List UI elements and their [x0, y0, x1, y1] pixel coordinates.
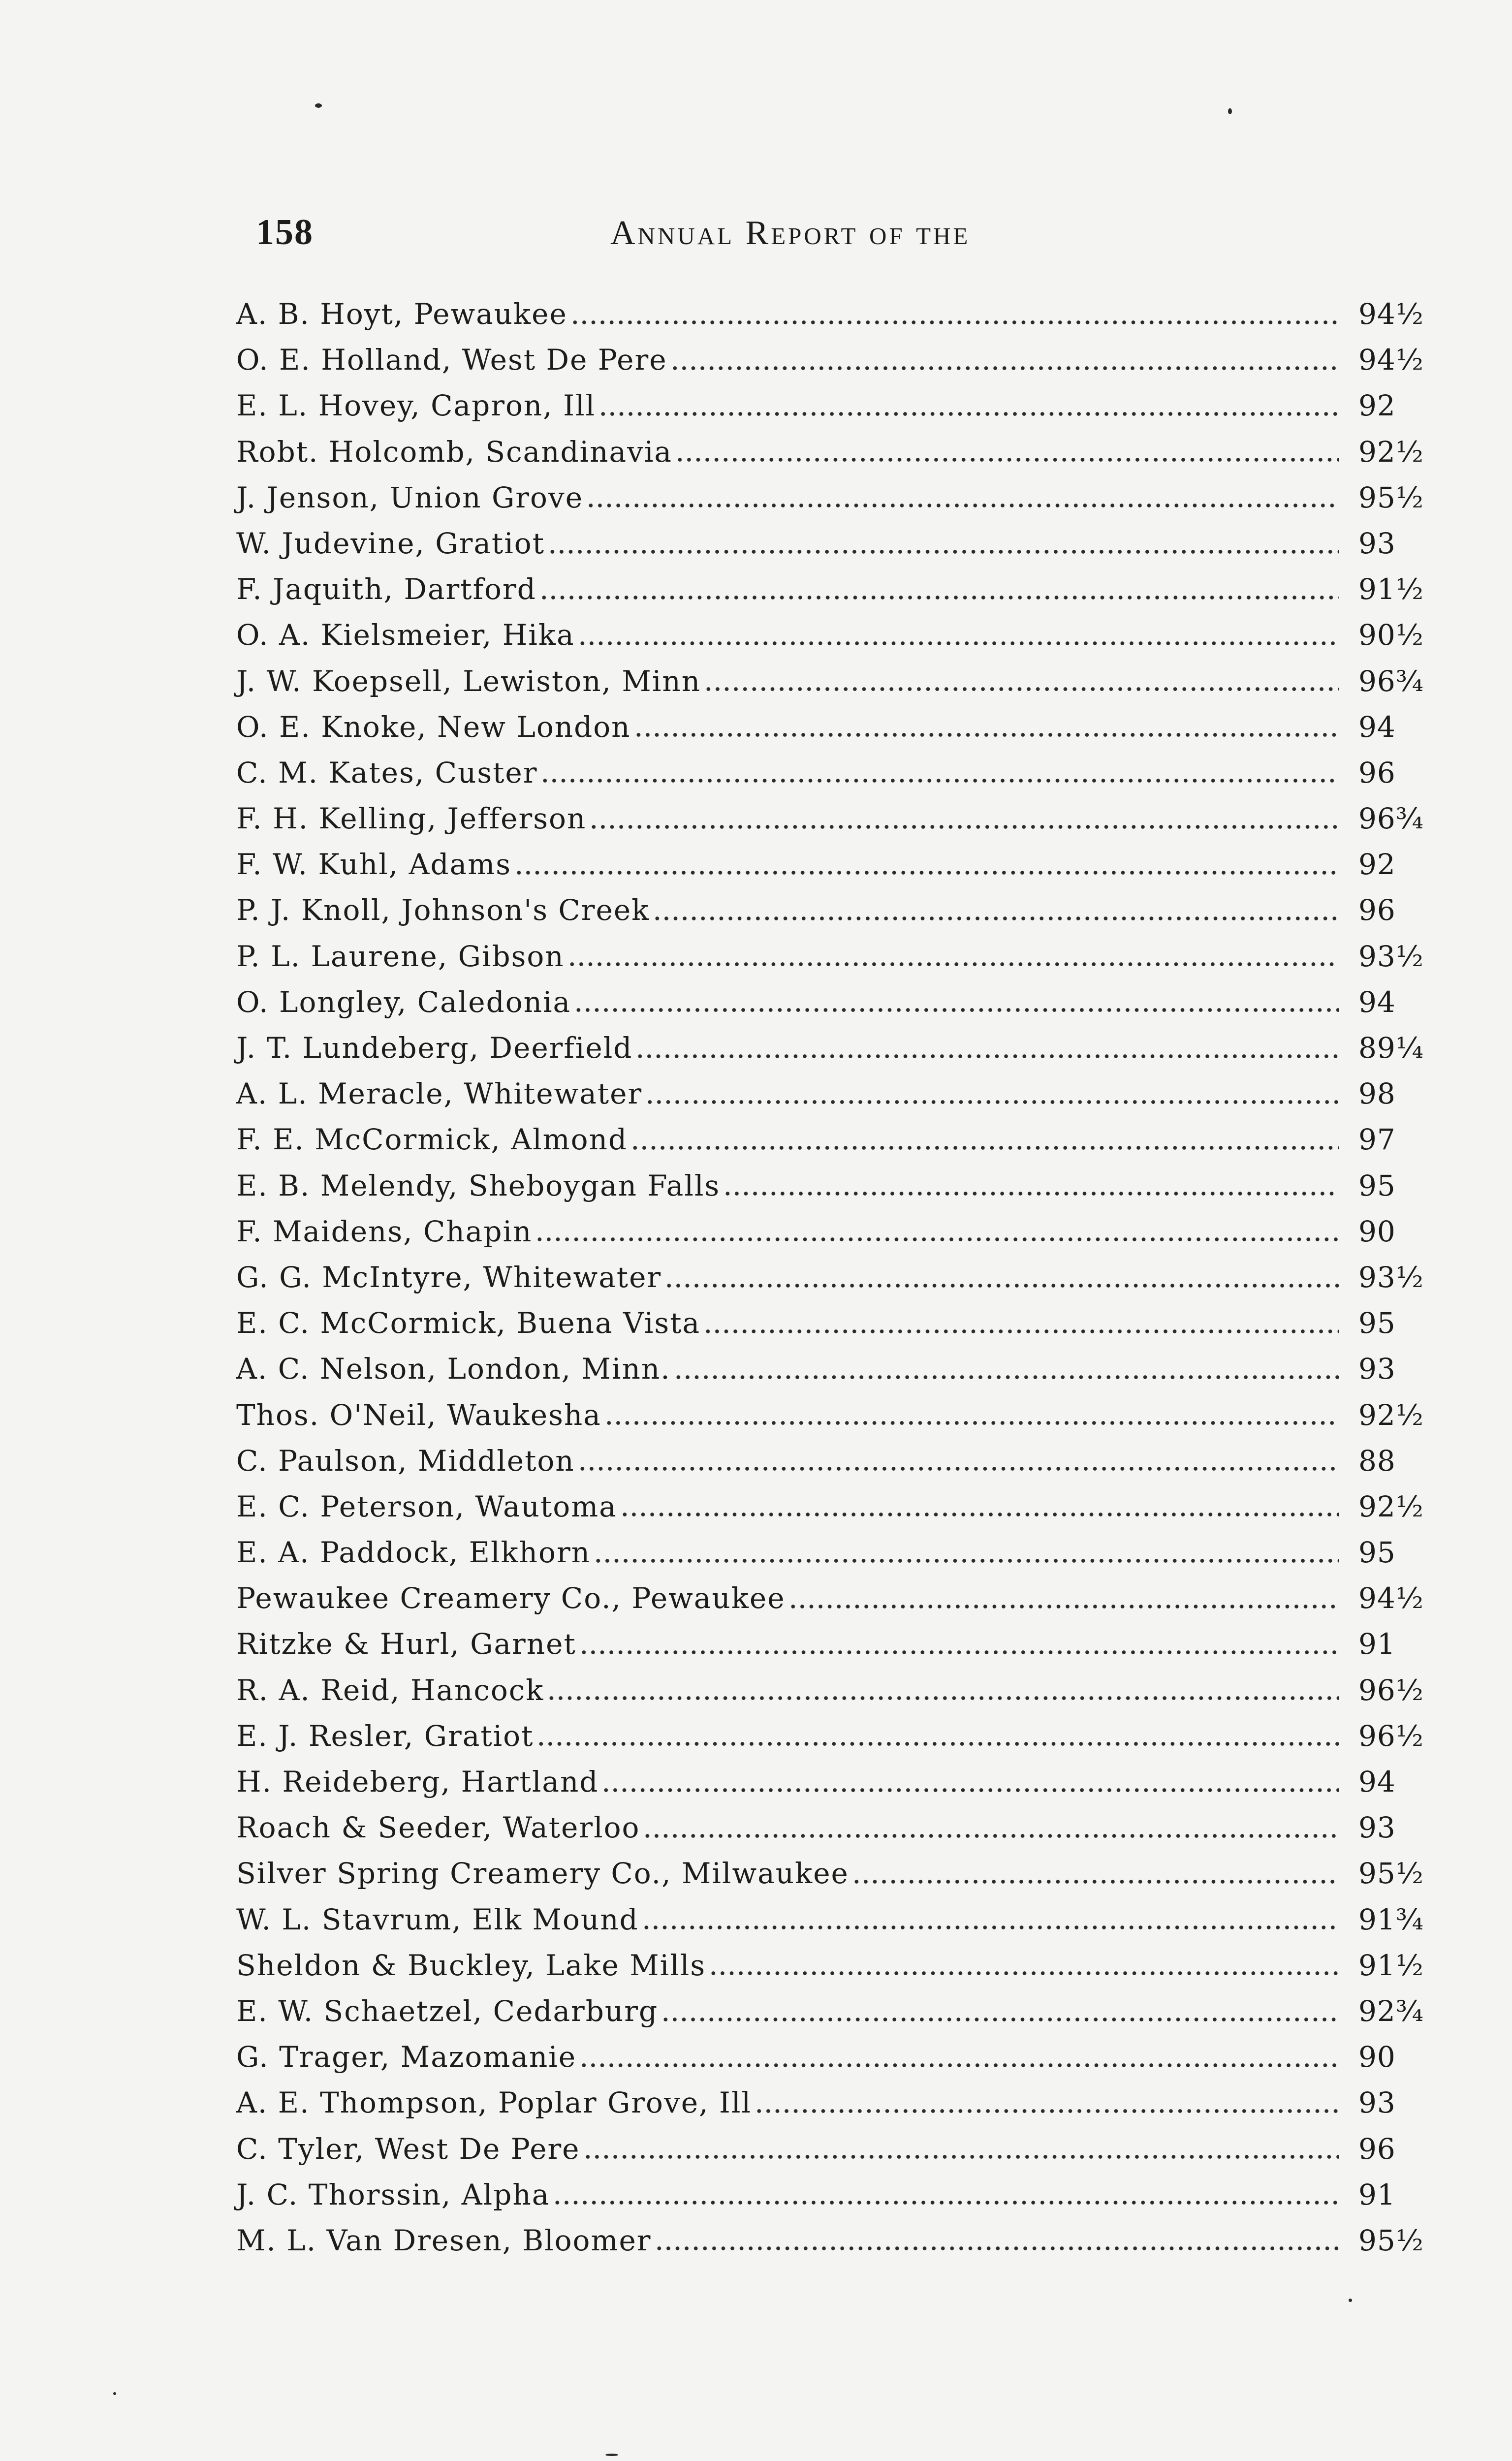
dot-leader [723, 1191, 1339, 1197]
entry-name: Sheldon & Buckley, Lake Mills [236, 1948, 706, 1982]
entry-score: 95½ [1358, 1857, 1424, 1891]
dot-leader [630, 1145, 1339, 1151]
entry-name: J. W. Koepsell, Lewiston, Minn [236, 664, 701, 698]
dot-leader [709, 1970, 1339, 1976]
list-item [236, 887, 1427, 933]
dot-leader [645, 1099, 1339, 1105]
entry-score: 92 [1358, 848, 1396, 882]
dot-leader [540, 778, 1339, 784]
entry-score: 93 [1358, 526, 1396, 560]
list-item [236, 1484, 1427, 1530]
dot-leader [604, 1420, 1339, 1426]
dot-leader [598, 411, 1339, 417]
entry-score: 95 [1358, 1536, 1396, 1570]
entry-score: 92½ [1358, 435, 1424, 469]
entry-name: A. C. Nelson, London, Minn. [236, 1352, 671, 1386]
dot-leader [547, 1695, 1339, 1701]
entry-score: 96½ [1358, 1673, 1424, 1707]
list-item [236, 429, 1427, 475]
entry-score: 96 [1358, 2132, 1396, 2166]
list-item [236, 934, 1427, 979]
list-item [236, 1851, 1427, 1896]
list-item [236, 2172, 1427, 2218]
dot-leader [634, 732, 1339, 738]
dot-leader [583, 2154, 1339, 2160]
list-item [236, 2034, 1427, 2080]
dot-leader [570, 319, 1339, 325]
page-header [256, 207, 1102, 271]
dot-leader [586, 503, 1339, 508]
entry-name: Silver Spring Creamery Co., Milwaukee [236, 1857, 849, 1891]
list-item [236, 1071, 1427, 1117]
entry-score: 93 [1358, 1352, 1396, 1386]
list-item [236, 337, 1427, 383]
entry-name: W. Judevine, Gratiot [236, 526, 545, 560]
list-item [236, 2218, 1427, 2264]
entry-score: 96½ [1358, 1719, 1424, 1753]
entry-score: 92½ [1358, 1489, 1424, 1523]
list-item [236, 1988, 1427, 2034]
list-item [236, 750, 1427, 796]
dot-leader [755, 2108, 1339, 2114]
entry-score: 94½ [1358, 1581, 1424, 1615]
list-item [236, 1621, 1427, 1667]
entry-name: J. Jenson, Union Grove [236, 480, 584, 514]
entry-score: 89¼ [1358, 1031, 1424, 1065]
entry-name: O. E. Holland, West De Pere [236, 343, 667, 377]
entry-score: 90 [1358, 2040, 1396, 2074]
page-number: 158 [256, 212, 314, 252]
entry-score: 93 [1358, 1811, 1396, 1845]
dot-leader [642, 1925, 1339, 1930]
entry-name: W. L. Stavrum, Elk Mound [236, 1902, 639, 1936]
dot-leader [852, 1879, 1339, 1885]
scores-list [236, 291, 1427, 2264]
entry-score: 90½ [1358, 618, 1424, 652]
entry-score: 91 [1358, 2177, 1396, 2211]
entry-name: Ritzke & Hurl, Garnet [236, 1627, 576, 1661]
entry-name: F. W. Kuhl, Adams [236, 848, 511, 882]
dot-leader [574, 1007, 1339, 1013]
entry-score: 93½ [1358, 1260, 1424, 1294]
dot-leader [589, 824, 1339, 830]
speck [315, 103, 322, 108]
dot-leader [553, 2200, 1339, 2206]
list-item [236, 979, 1427, 1025]
speck [1349, 2299, 1352, 2302]
list-item [236, 1943, 1427, 1988]
list-item [236, 1209, 1427, 1255]
list-item [236, 1392, 1427, 1438]
dot-leader [643, 1833, 1339, 1839]
entry-score: 95 [1358, 1168, 1396, 1202]
entry-name: Pewaukee Creamery Co., Pewaukee [236, 1581, 786, 1615]
list-item [236, 1805, 1427, 1851]
dot-leader [635, 1053, 1339, 1059]
entry-score: 94 [1358, 985, 1396, 1019]
entry-name: E. L. Hovey, Capron, Ill [236, 389, 596, 423]
dot-leader [704, 686, 1339, 692]
dot-leader [675, 457, 1339, 463]
entry-score: 92¾ [1358, 1994, 1424, 2028]
dot-leader [674, 1374, 1339, 1380]
dot-leader [788, 1604, 1339, 1609]
dot-leader [567, 961, 1339, 967]
entry-score: 94 [1358, 710, 1396, 744]
speck [1228, 108, 1232, 114]
entry-score: 96 [1358, 893, 1396, 927]
list-item [236, 1530, 1427, 1576]
entry-name: G. Trager, Mazomanie [236, 2040, 577, 2074]
dot-leader [601, 1787, 1339, 1793]
dot-leader [703, 1328, 1339, 1334]
entry-name: J. T. Lundeberg, Deerfield [236, 1031, 633, 1065]
list-item [236, 1576, 1427, 1621]
entry-score: 98 [1358, 1077, 1396, 1111]
entry-score: 91½ [1358, 1948, 1424, 1982]
entry-score: 94 [1358, 1765, 1396, 1798]
entry-score: 91½ [1358, 572, 1424, 606]
dot-leader [514, 870, 1339, 876]
entry-score: 96¾ [1358, 664, 1424, 698]
dot-leader [548, 549, 1339, 555]
list-item [236, 796, 1427, 842]
list-item [236, 1897, 1427, 1943]
entry-name: E. W. Schaetzel, Cedarburg [236, 1994, 659, 2028]
list-item [236, 1438, 1427, 1484]
list-item [236, 1300, 1427, 1346]
speck [113, 2392, 116, 2395]
entry-score: 93½ [1358, 939, 1424, 973]
list-item [236, 1759, 1427, 1805]
dot-leader [661, 2017, 1339, 2022]
entry-score: 90 [1358, 1214, 1396, 1248]
entry-name: O. E. Knoke, New London [236, 710, 631, 744]
entry-name: E. J. Resler, Gratiot [236, 1719, 534, 1753]
entry-name: P. J. Knoll, Johnson's Creek [236, 893, 650, 927]
list-item [236, 2126, 1427, 2172]
list-item [236, 383, 1427, 429]
dot-leader [535, 1236, 1339, 1242]
entry-name: A. L. Meracle, Whitewater [236, 1077, 643, 1111]
dot-leader [578, 640, 1339, 646]
entry-name: F. Jaquith, Dartford [236, 572, 536, 606]
entry-score: 97 [1358, 1123, 1396, 1157]
entry-name: E. A. Paddock, Elkhorn [236, 1536, 591, 1570]
entry-name: J. C. Thorssin, Alpha [236, 2177, 550, 2211]
entry-name: C. Tyler, West De Pere [236, 2132, 580, 2166]
entry-score: 95 [1358, 1306, 1396, 1340]
dot-leader [578, 1466, 1339, 1472]
entry-name: R. A. Reid, Hancock [236, 1673, 544, 1707]
entry-score: 91 [1358, 1627, 1396, 1661]
dot-leader [655, 2245, 1339, 2251]
entry-name: F. H. Kelling, Jefferson [236, 802, 587, 836]
entry-name: Robt. Holcomb, Scandinavia [236, 435, 673, 469]
entry-name: P. L. Laurene, Gibson [236, 939, 565, 973]
list-item [236, 659, 1427, 704]
list-item [236, 1255, 1427, 1300]
entry-score: 94½ [1358, 297, 1424, 331]
dot-leader [579, 2062, 1339, 2068]
dot-leader [579, 1649, 1339, 1655]
entry-score: 91¾ [1358, 1902, 1424, 1936]
entry-name: F. Maidens, Chapin [236, 1214, 533, 1248]
list-item [236, 1117, 1427, 1163]
entry-name: E. B. Melendy, Sheboygan Falls [236, 1168, 721, 1202]
entry-score: 96¾ [1358, 802, 1424, 836]
list-item [236, 704, 1427, 750]
list-item [236, 2080, 1427, 2126]
list-item [236, 842, 1427, 887]
dot-leader [539, 595, 1339, 600]
dot-leader [664, 1283, 1339, 1289]
list-item [236, 567, 1427, 612]
list-item [236, 1346, 1427, 1392]
entry-name: Thos. O'Neil, Waukesha [236, 1398, 601, 1432]
entry-name: H. Reideberg, Hartland [236, 1765, 599, 1798]
list-item [236, 475, 1427, 521]
entry-name: A. B. Hoyt, Pewaukee [236, 297, 567, 331]
running-head: Annual Report of the [610, 214, 971, 252]
entry-score: 95½ [1358, 2223, 1424, 2257]
entry-name: A. E. Thompson, Poplar Grove, Ill [236, 2086, 752, 2120]
list-item [236, 612, 1427, 658]
dot-leader [536, 1741, 1339, 1747]
list-item [236, 1713, 1427, 1759]
dot-leader [594, 1558, 1339, 1564]
dot-leader [620, 1512, 1339, 1517]
entry-name: E. C. Peterson, Wautoma [236, 1489, 617, 1523]
speck [605, 2454, 618, 2456]
entry-name: M. L. Van Dresen, Bloomer [236, 2223, 652, 2257]
entry-name: F. E. McCormick, Almond [236, 1123, 628, 1157]
entry-name: E. C. McCormick, Buena Vista [236, 1306, 701, 1340]
entry-score: 88 [1358, 1444, 1396, 1478]
entry-name: O. A. Kielsmeier, Hika [236, 618, 575, 652]
dot-leader [670, 365, 1339, 371]
entry-name: C. Paulson, Middleton [236, 1444, 575, 1478]
list-item [236, 1163, 1427, 1209]
entry-score: 96 [1358, 756, 1396, 789]
entry-name: Roach & Seeder, Waterloo [236, 1811, 640, 1845]
list-item [236, 521, 1427, 567]
entry-name: O. Longley, Caledonia [236, 985, 571, 1019]
list-item [236, 1025, 1427, 1071]
list-item [236, 1668, 1427, 1713]
entry-score: 95½ [1358, 480, 1424, 514]
entry-name: G. G. McIntyre, Whitewater [236, 1260, 662, 1294]
entry-score: 93 [1358, 2086, 1396, 2120]
dot-leader [653, 915, 1339, 921]
entry-score: 92½ [1358, 1398, 1424, 1432]
entry-name: C. M. Kates, Custer [236, 756, 538, 789]
list-item [236, 291, 1427, 337]
entry-score: 92 [1358, 389, 1396, 423]
entry-score: 94½ [1358, 343, 1424, 377]
